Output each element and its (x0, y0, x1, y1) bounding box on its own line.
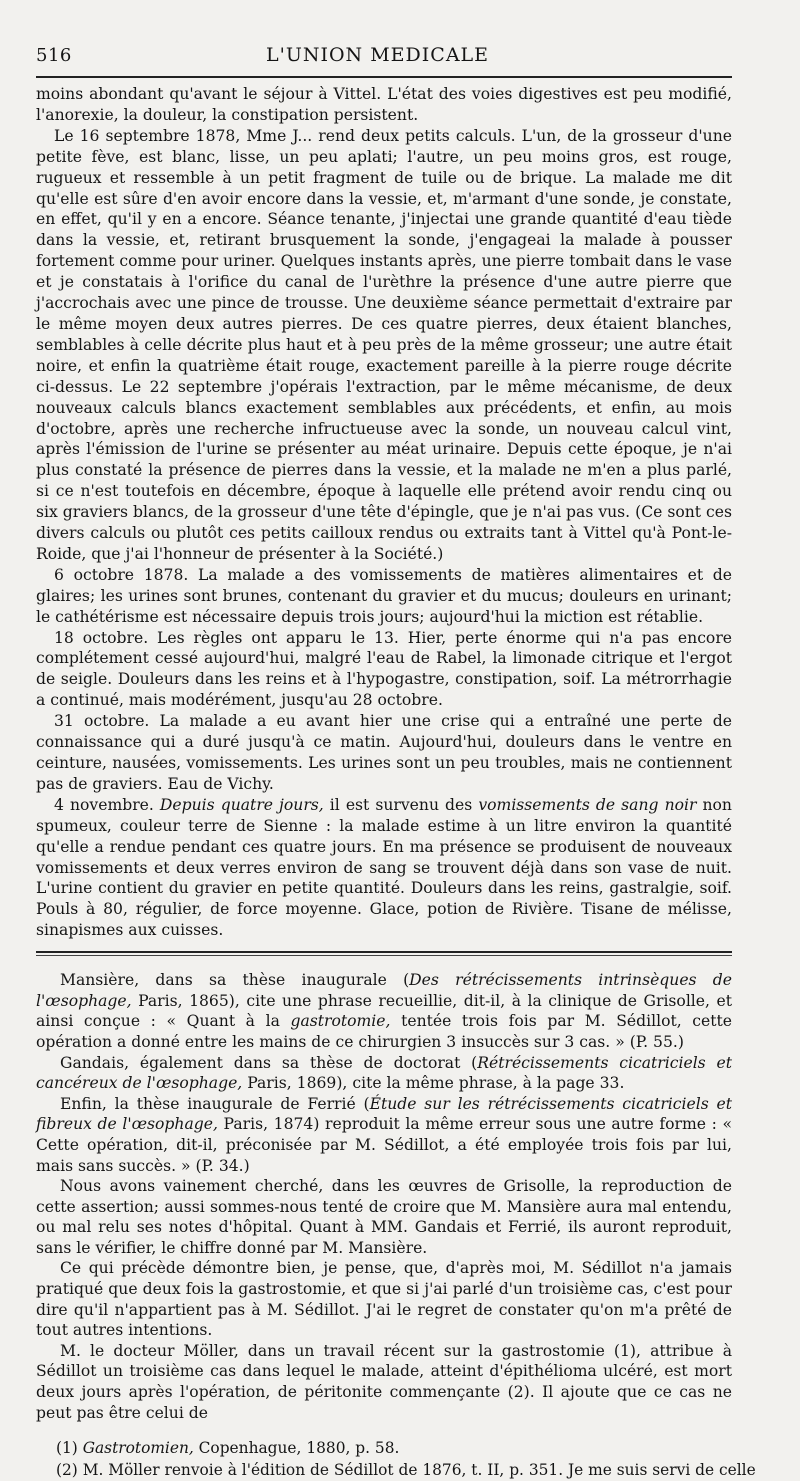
running-header (36, 44, 732, 74)
paragraph (36, 1094, 732, 1176)
paragraph (36, 970, 732, 1052)
paragraph: M. le docteur Möller, dans un travail récent sur la gastrostomie (1), attribue à Sédillot un troisième cas dans lequel le malade, atteint d'épithélioma ulcéré, est mort deux jours après l'opération, de péritonite commençante (2). Il ajoute que ce cas ne peut pas être celui de (36, 1341, 732, 1422)
text: Mansière, dans sa thèse inaugurale ( (60, 971, 410, 990)
paragraph (36, 1053, 732, 1094)
footnote-marker: (1) (56, 1439, 83, 1458)
text: Enfin, la thèse inaugurale de Ferrié ( (60, 1094, 370, 1113)
text: il est survenu des (323, 795, 479, 814)
italic-text: vomissements de sang noir (478, 795, 697, 814)
paragraph: Nous avons vainement cherché, dans les œuvres de Grisolle, la reproduction de cette assertion; aussi sommes-nous tenté de croire que M. Mansière aura mal entendu, ou mal relu ses notes d'hôpital. Quant à MM. Gandais et Ferrié, ils auront reproduit, sans le vérifier, le chiffre donné par M. Mansière. (36, 1177, 732, 1257)
text: Paris, 1869), cite la même phrase, à la page 33. (242, 1074, 625, 1093)
text: non spumeux, couleur terre de Sienne : la malade estime à un litre environ la quantité qu'elle a rendue pendant ces quatre jours. En ma présence se produisent de nouveaux vomissements et deux verres environ de sang se trouvent déjà dans son vase de nuit. L'urine contient du gravier en petite quantité. Douleurs dans les reins, gastralgie, soif. Pouls à 80, régulier, de force moyenne. Glace, potion de Rivière. Tisane de mélisse, sinapismes aux cuisses. (36, 795, 732, 940)
italic-text: Des rétrécissements intrinsèques de l'œsophage, (36, 971, 732, 1010)
italic-text: Rétrécissements cicatriciels et cancéreux de l'œsophage, (36, 1053, 732, 1093)
italic-text: Étude sur les rétrécissements cicatriciels et fibreux de l'œsophage, (36, 1094, 732, 1134)
case-report (36, 84, 732, 941)
italic-text: Depuis quatre jours, (159, 795, 324, 814)
paragraph: 6 octobre 1878. La malade a des vomissements de matières alimentaires et de glaires; les urines sont brunes, contenant du gravier et du mucus; douleurs en urinant; le cathétérisme est nécessaire depuis trois jours; aujourd'hui la miction est rétablie. (36, 565, 732, 626)
text: Copenhague, 1880, p. 58. (193, 1439, 400, 1458)
italic-text: gastrotomie, (290, 1012, 391, 1031)
paragraph: 18 octobre. Les règles ont apparu le 13. Hier, perte énorme qui n'a pas encore complétement cessé aujourd'hui, malgré l'eau de Rabel, la limonade citrique et l'ergot de seigle. Douleurs dans les reins et à l'hypogastre, constipation, soif. La métrorrhagie a continué, mais modérément, jusqu'au 28 octobre. (36, 628, 732, 710)
text: Paris, 1865), cite une phrase recueillie, dit-il, à la clinique de Grisolle, et ainsi conçue : « Quant à la (36, 991, 732, 1031)
footnote: (2) M. Möller renvoie à l'édition de Sédillot de 1876, t. II, p. 351. Je me suis servi de celle (56, 1461, 756, 1480)
page-number: 516 (36, 45, 72, 66)
paragraph: 31 octobre. La malade a eu avant hier une crise qui a entraîné une perte de connaissance qui a duré jusqu'à ce matin. Aujourd'hui, douleurs dans le ventre en ceinture, nausées, vomissements. Les urines sont un peu troubles, mais ne contiennent pas de graviers. Eau de Vichy. (36, 712, 732, 793)
header-rule (36, 76, 732, 78)
paragraph: Le 16 septembre 1878, Mme J... rend deux petits calculs. L'un, de la grosseur d'une petite fève, est blanc, lisse, un peu aplati; l'autre, un peu moins gros, est rouge, rugueux et ressemble à un petit fragment de tuile ou de brique. La malade me dit qu'elle est sûre d'en avoir encore dans la vessie, et, m'armant d'une sonde, je constate, en effet, qu'il y en a encore. Séance tenante, j'injectai une grande quantité d'eau tiède dans la vessie, et, retirant brusquement la sonde, j'engageai la malade à pousser fortement comme pour uriner. Quelques instants après, une pierre tombait dans le vase et je constatais à l'orifice du canal de l'urèthre la présence d'une autre pierre que j'accrochais avec une pince de trousse. Une deuxième séance permettait d'extraire par le même moyen deux autres pierres. De ces quatre pierres, deux étaient blanches, semblables à celle décrite plus haut et à peu près de la même grosseur; une autre était noire, et enfin la quatrième était rouge, exactement pareille à la pierre rouge décrite ci-dessus. Le 22 septembre j'opérais l'extraction, par le même mécanisme, de deux nouveaux calculs blancs exactement semblables aux précédents, et enfin, au mois d'octobre, après une recherche infructueuse avec la sonde, un nouveau calcul vint, après l'émission de l'urine se présenter au méat urinaire. Depuis cette époque, je n'ai plus constaté la présence de pierres dans la vessie, et la malade ne m'en a plus parlé, si ce n'est toutefois en décembre, époque à laquelle elle prétend avoir rendu cinq ou six graviers blancs, de la grosseur d'une tête d'épingle, que je n'ai pas vus. (Ce sont ces divers calculs ou plutôt ces petits cailloux rendus ou extraits tant à Vittel qu'à Pont-le-Roide, que j'ai l'honneur de présenter à la Société.) (36, 126, 732, 563)
date-label: 4 novembre. (54, 795, 154, 814)
text: Gandais, également dans sa thèse de doctorat ( (60, 1053, 478, 1072)
paragraph (36, 795, 732, 941)
text: Paris, 1874) reproduit la même erreur sous une autre forme : « Cette opération, dit-il, préconisée par M. Sédillot, a été employée trois fois par lui, mais sans succès. » (P. 34.) (36, 1115, 732, 1175)
paragraph: moins abondant qu'avant le séjour à Vittel. L'état des voies digestives est peu modifié, l'anorexie, la douleur, la constipation persistent. (36, 85, 732, 124)
footnote (36, 1437, 732, 1459)
footnotes (36, 1437, 756, 1481)
journal-title: L'UNION MEDICALE (266, 44, 490, 66)
note-section (36, 970, 732, 1423)
italic-text: Gastrotomien, (82, 1439, 194, 1458)
section-divider (36, 951, 732, 956)
paragraph: Ce qui précède démontre bien, je pense, que, d'après moi, M. Sédillot n'a jamais pratiqué que deux fois la gastrostomie, et que si j'ai parlé d'un troisième cas, c'est pour dire qu'il n'appartient pas à M. Sédillot. J'ai le regret de constater qu'on m'a prêté de tout autres intentions. (36, 1259, 732, 1340)
text: tentée trois fois par M. Sédillot, cette opération a donné entre les mains de ce chirurgien 3 insuccès sur 3 cas. » (P. 55.) (36, 1012, 732, 1051)
